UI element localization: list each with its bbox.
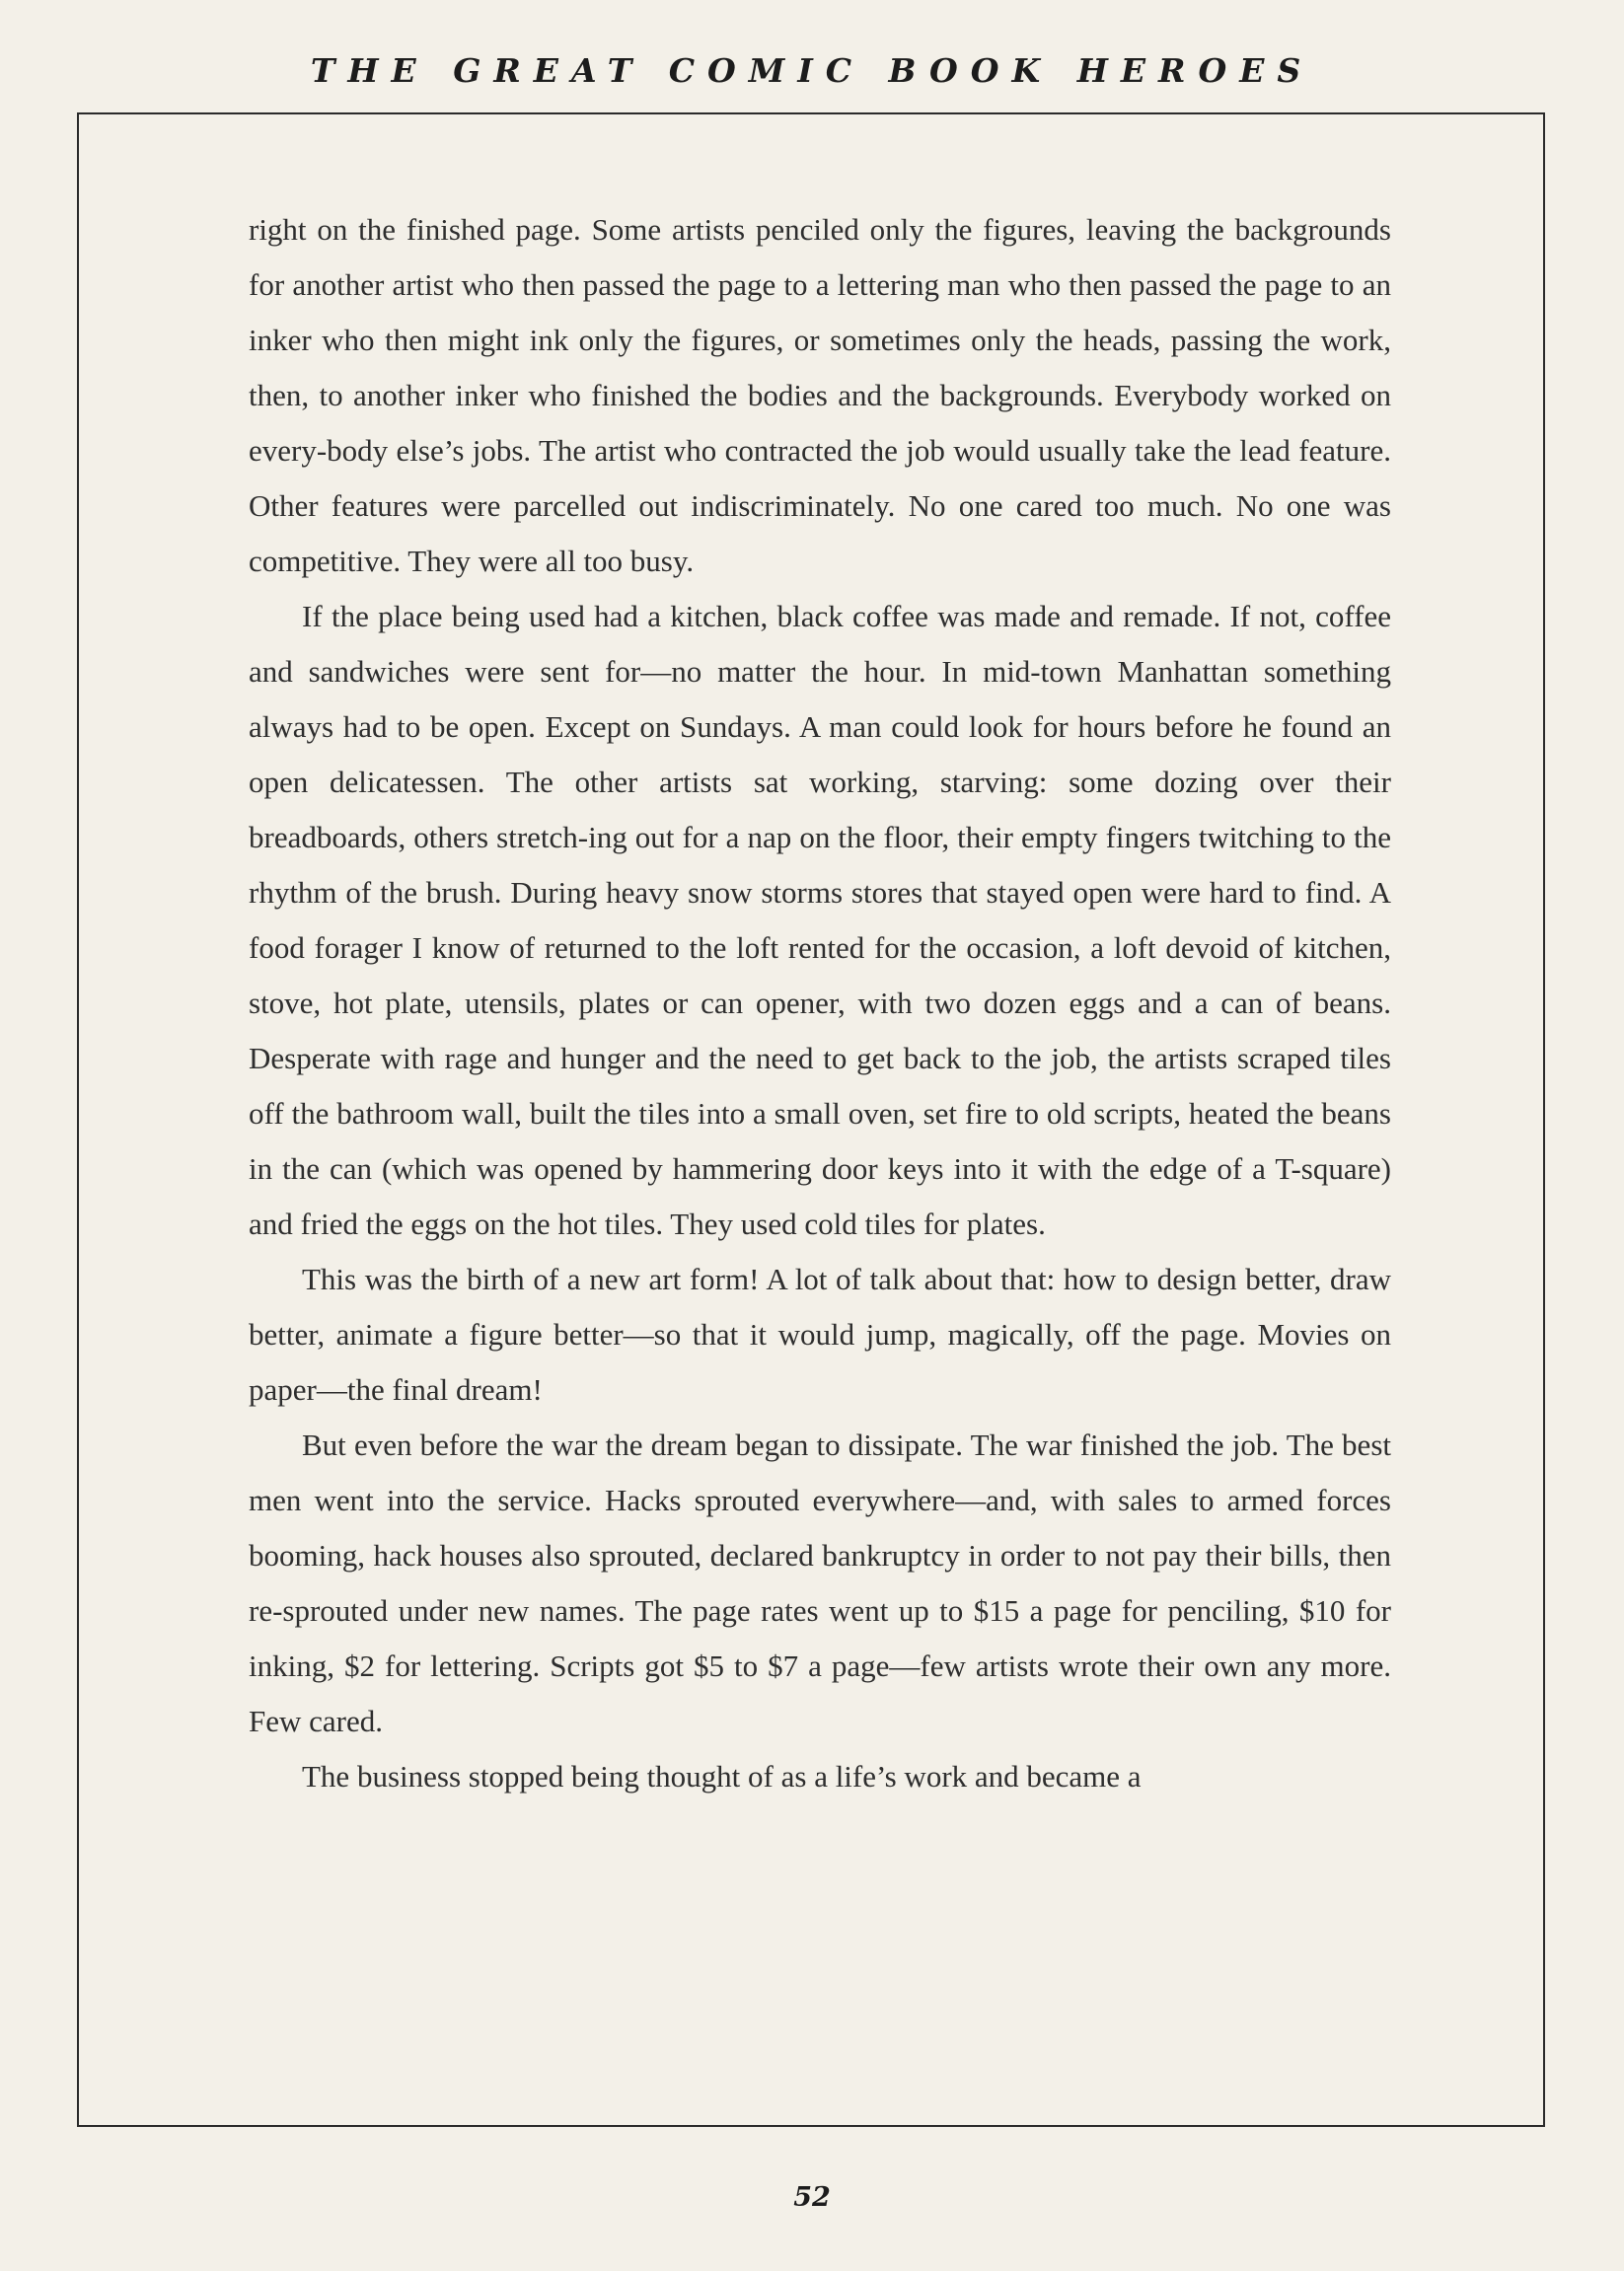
page-number: 52	[793, 2182, 831, 2213]
paragraph-1: right on the finished page. Some artists penciled only the figures, leaving the backgrounds for another artist who then passed the page to a lettering man who then passed the page to an inker who then might ink only the figures, or sometimes only the heads, passing the work, then, to another inker who finished the bodies and the backgrounds. Everybody worked on every-body else’s jobs. The artist who contracted the job would usually take the lead feature. Other features were parcelled out indiscriminately. No one cared too much. No one was competitive. They were all too busy.	[249, 212, 1391, 578]
running-head: THE GREAT COMIC BOOK HEROES	[310, 51, 1314, 90]
body-text	[249, 202, 1391, 1804]
paragraph-4: But even before the war the dream began to dissipate. The war finished the job. The best men went into the service. Hacks sprouted everywhere—and, with sales to armed forces booming, hack houses also sprouted, declared bankruptcy in order to not pay their bills, then re-sprouted under new names. The page rates went up to $15 a page for penciling, $10 for inking, $2 for lettering. Scripts got $5 to $7 a page—few artists wrote their own any more. Few cared.	[249, 1428, 1391, 1738]
paragraph-2: If the place being used had a kitchen, black coffee was made and remade. If not, coffee and sandwiches were sent for—no matter the hour. In mid-town Manhattan something always had to be open. Except on Sundays. A man could look for hours before he found an open delicatessen. The other artists sat working, starving: some dozing over their breadboards, others stretch-ing out for a nap on the floor, their empty fingers twitching to the rhythm of the brush. During heavy snow storms stores that stayed open were hard to find. A food forager I know of returned to the loft rented for the occasion, a loft devoid of kitchen, stove, hot plate, utensils, plates or can opener, with two dozen eggs and a can of beans. Desperate with rage and hunger and the need to get back to the job, the artists scraped tiles off the bathroom wall, built the tiles into a small oven, set fire to old scripts, heated the beans in the can (which was opened by hammering door keys into it with the edge of a T-square) and fried the eggs on the hot tiles. They used cold tiles for plates.	[249, 599, 1391, 1241]
paragraph-5: The business stopped being thought of as a life’s work and became a	[302, 1759, 1142, 1794]
paragraph-3: This was the birth of a new art form! A lot of talk about that: how to design better, draw better, animate a figure better—so that it would jump, magically, off the page. Movies on paper—the final dream!	[249, 1262, 1391, 1407]
